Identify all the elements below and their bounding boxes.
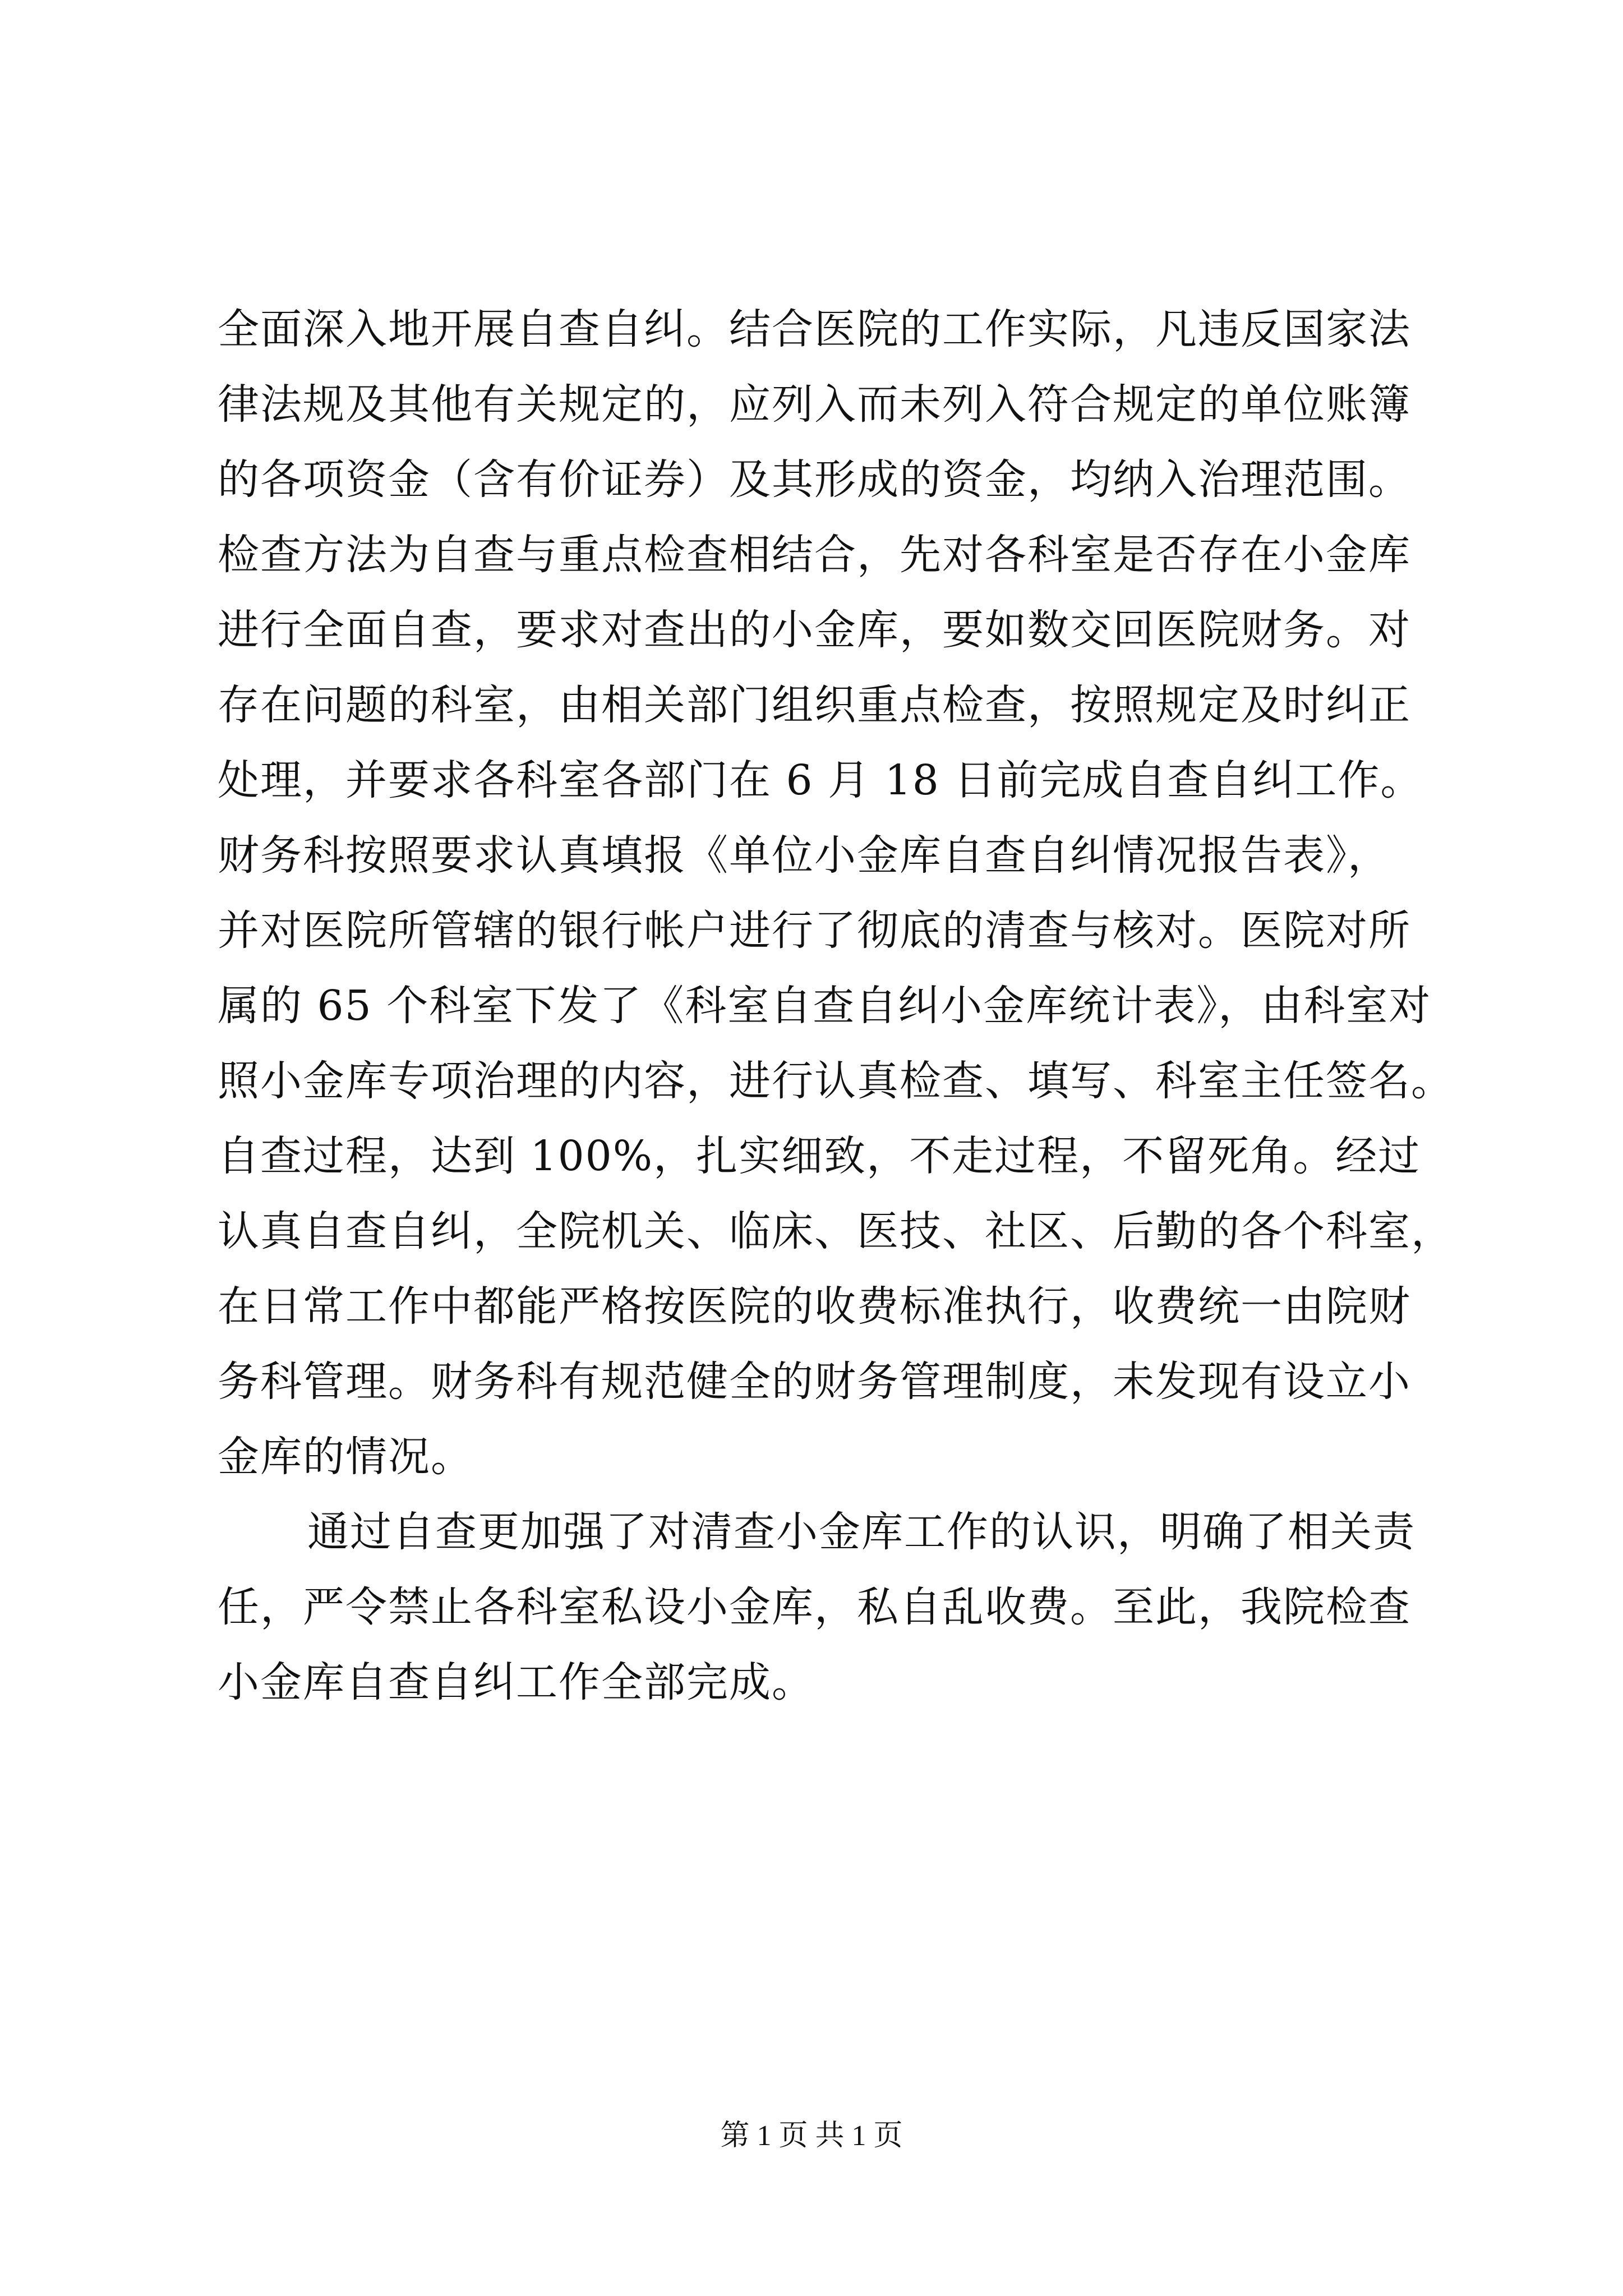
text-line: 任，严令禁止各科室私设小金库，私自乱收费。至此，我院检查 bbox=[218, 1583, 1411, 1631]
text-line: 进行全面自查，要求对查出的小金库，要如数交回医院财务。对 bbox=[218, 606, 1411, 654]
text-line: 全面深入地开展自查自纠。结合医院的工作实际，凡违反国家法 bbox=[218, 305, 1411, 353]
text-line: 小金库自查自纠工作全部完成。 bbox=[218, 1658, 814, 1706]
text-line: 检查方法为自查与重点检查相结合，先对各科室是否存在小金库 bbox=[218, 531, 1411, 579]
text-line: 财务科按照要求认真填报《单位小金库自查自纠情况报告表》， bbox=[218, 831, 1390, 880]
paragraph-2 bbox=[218, 1494, 1418, 1720]
page-footer: 第 1 页 共 1 页 bbox=[720, 2120, 903, 2152]
text-line: 的各项资金（含有价证券）及其形成的资金，均纳入治理范围。 bbox=[218, 455, 1411, 504]
text-line: 自查过程，达到 100%，扎实细致，不走过程，不留死角。经过 bbox=[218, 1132, 1421, 1180]
text-line: 认真自查自纠，全院机关、临床、医技、社区、后勤的各个科室， bbox=[218, 1207, 1454, 1255]
text-line: 属的 65 个科室下发了《科室自查自纠小金库统计表》，由科室对 bbox=[218, 982, 1432, 1030]
paragraph-1 bbox=[218, 292, 1454, 1494]
text-line: 存在问题的科室，由相关部门组织重点检查，按照规定及时纠正 bbox=[218, 681, 1411, 729]
text-line: 务科管理。财务科有规范健全的财务管理制度，未发现有设立小 bbox=[218, 1358, 1411, 1406]
text-line: 并对医院所管辖的银行帐户进行了彻底的清查与核对。医院对所 bbox=[218, 907, 1411, 955]
document-body bbox=[218, 292, 1454, 1720]
text-line: 在日常工作中都能严格按医院的收费标准执行，收费统一由院财 bbox=[218, 1282, 1411, 1331]
text-line: 处理，并要求各科室各部门在 6 月 18 日前完成自查自纠工作。 bbox=[218, 756, 1423, 804]
text-line: 通过自查更加强了对清查小金库工作的认识，明确了相关责 bbox=[307, 1508, 1415, 1556]
text-line: 金库的情况。 bbox=[218, 1433, 473, 1481]
text-line: 律法规及其他有关规定的，应列入而未列入符合规定的单位账簿 bbox=[218, 380, 1411, 429]
text-line: 照小金库专项治理的内容，进行认真检查、填写、科室主任签名。 bbox=[218, 1057, 1454, 1105]
